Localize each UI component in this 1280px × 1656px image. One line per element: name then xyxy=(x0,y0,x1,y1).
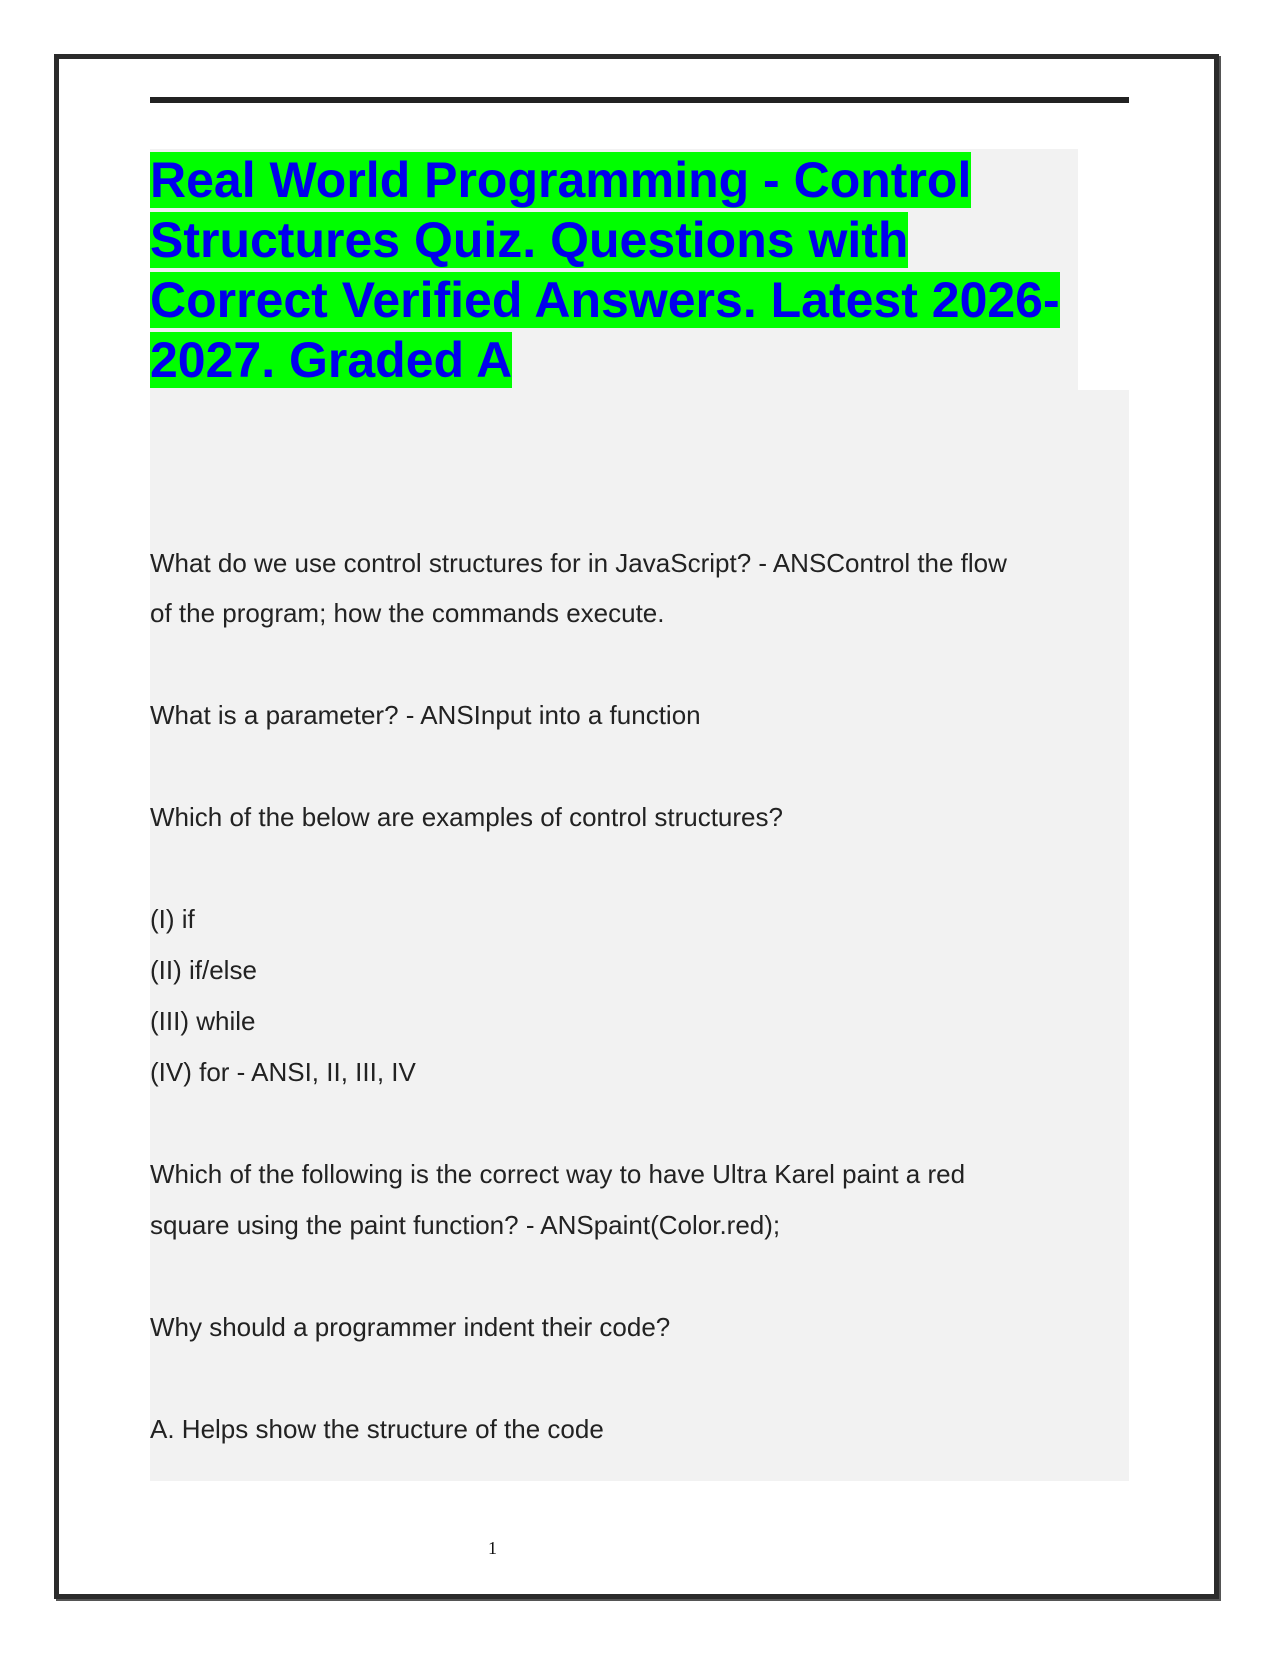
title-highlight: Real World Programming - Control Structures Quiz. Questions with Correct Verified Answers. Latest 2026-2027. Graded A xyxy=(150,152,1060,388)
question-3-option-3: (III) while xyxy=(150,1006,256,1036)
question-1-line-2: of the program; how the commands execute. xyxy=(150,598,665,628)
page-number: 1 xyxy=(488,1538,497,1558)
question-4-line-2: square using the paint function? - ANSpaint(Color.red); xyxy=(150,1210,781,1240)
question-3-option-2: (II) if/else xyxy=(150,955,257,985)
question-4-line-1: Which of the following is the correct way to have Ultra Karel paint a red xyxy=(150,1159,966,1189)
question-1-line-1: What do we use control structures for in JavaScript? - ANSControl the flow xyxy=(150,548,1007,578)
question-5-option-a: A. Helps show the structure of the code xyxy=(150,1414,604,1444)
question-5-line-1: Why should a programmer indent their code? xyxy=(150,1312,671,1342)
question-3-option-4: (IV) for - ANSI, II, III, IV xyxy=(150,1057,416,1087)
header-rule xyxy=(150,97,1129,103)
question-2-line-1: What is a parameter? - ANSInput into a function xyxy=(150,700,701,730)
document-title xyxy=(150,150,1090,390)
question-3-line-1: Which of the below are examples of control structures? xyxy=(150,802,783,832)
question-3-option-1: (I) if xyxy=(150,904,195,934)
